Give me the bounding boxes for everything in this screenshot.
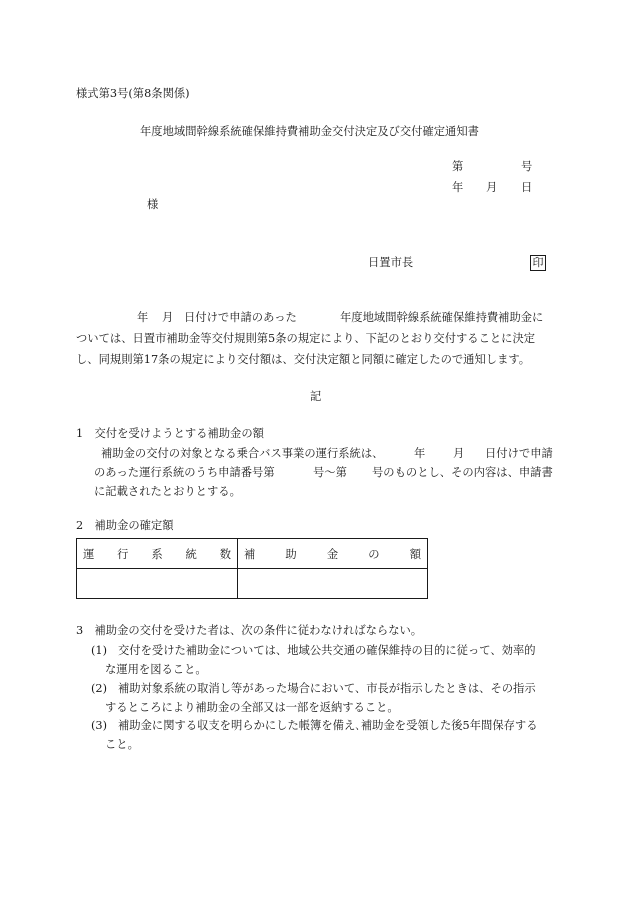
condition-1-number: (1) — [91, 644, 108, 657]
issuer-name: 日置市長 — [368, 256, 414, 269]
intro-line1-rest: 日付けで申請のあった — [184, 311, 297, 324]
intro-line1-nen: 年 — [137, 311, 149, 324]
section1-line2-c: 号のものとし、その内容は、申請書 — [372, 466, 553, 479]
section1-line1-nen: 年 — [414, 447, 426, 460]
condition-1-line2: な運用を図ること。 — [105, 663, 207, 676]
header-char: の — [368, 547, 380, 561]
section1-line2-b: 号～第 — [313, 466, 347, 479]
seal-box: 印 — [530, 255, 546, 271]
condition-3-line1: 補助金に関する収支を明らかにした帳簿を備え､補助金を受領した後5年間保存する — [118, 719, 538, 732]
header-char: 数 — [219, 547, 231, 561]
header-char: 金 — [326, 547, 339, 561]
header-char: 額 — [409, 547, 421, 561]
header-char: 統 — [185, 547, 197, 561]
table-header-row — [77, 539, 428, 569]
header-subsidy-amount — [238, 539, 428, 569]
condition-1-line1: 交付を受けた補助金については、地域公共交通の確保維持の目的に従って、効率的 — [118, 644, 536, 657]
condition-3-number: (3) — [91, 719, 108, 732]
addressee-suffix: 様 — [147, 198, 159, 211]
header-route-count — [77, 539, 238, 569]
section1-line1-b: 日付けで申請 — [485, 447, 553, 460]
header-char: 運 — [83, 547, 95, 561]
section1-line2-a: のあった運行系統のうち申請番号第 — [94, 466, 275, 479]
condition-2-line1: 補助対象系統の取消し等があった場合において、市長が指示したときは、その指示 — [118, 682, 536, 695]
intro-line1-tsuki: 月 — [162, 311, 174, 324]
header-char: 系 — [151, 547, 163, 561]
condition-2-line2: するところにより補助金の全部又は一部を返納すること。 — [105, 701, 399, 714]
section1-line1-tsuki: 月 — [453, 447, 465, 460]
date-tsuki: 月 — [486, 181, 498, 194]
intro-line3: し、同規則第17条の規定により交付額は、交付決定額と同額に確定したので通知します。 — [76, 353, 531, 366]
section1-line3: に記載されたとおりとする。 — [94, 485, 241, 498]
section1-line1-a: 補助金の交付の対象となる乗合バス事業の運行系統は、 — [101, 447, 384, 460]
date-hi: 日 — [521, 181, 533, 194]
ki-mark: 記 — [310, 390, 322, 403]
cell-subsidy-amount — [238, 569, 428, 599]
amount-table — [76, 538, 428, 599]
section2-heading: 2 補助金の確定額 — [76, 519, 174, 532]
document-title: 年度地域間幹線系統確保維持費補助金交付決定及び交付確定通知書 — [140, 125, 479, 138]
form-number: 様式第3号(第8条関係) — [76, 87, 190, 100]
date-nen: 年 — [452, 181, 464, 194]
condition-3-line2: こと。 — [105, 738, 139, 751]
table-row — [77, 569, 428, 599]
doc-number-dai: 第 — [452, 160, 464, 173]
intro-line2: ついては、日置市補助金等交付規則第5条の規定により、下記のとおり交付することに決定 — [76, 332, 536, 345]
cell-route-count — [77, 569, 238, 599]
header-char: 助 — [285, 547, 297, 561]
section1-heading: 1 交付を受けようとする補助金の額 — [76, 427, 264, 440]
condition-2-number: (2) — [91, 682, 108, 695]
doc-number-go: 号 — [521, 160, 533, 173]
section3-heading: 3 補助金の交付を受けた者は、次の条件に従わなければならない。 — [76, 624, 423, 637]
header-char: 補 — [244, 547, 256, 561]
header-char: 行 — [117, 547, 129, 561]
intro-line1-tail: 年度地域間幹線系統確保維持費補助金に — [340, 311, 544, 324]
